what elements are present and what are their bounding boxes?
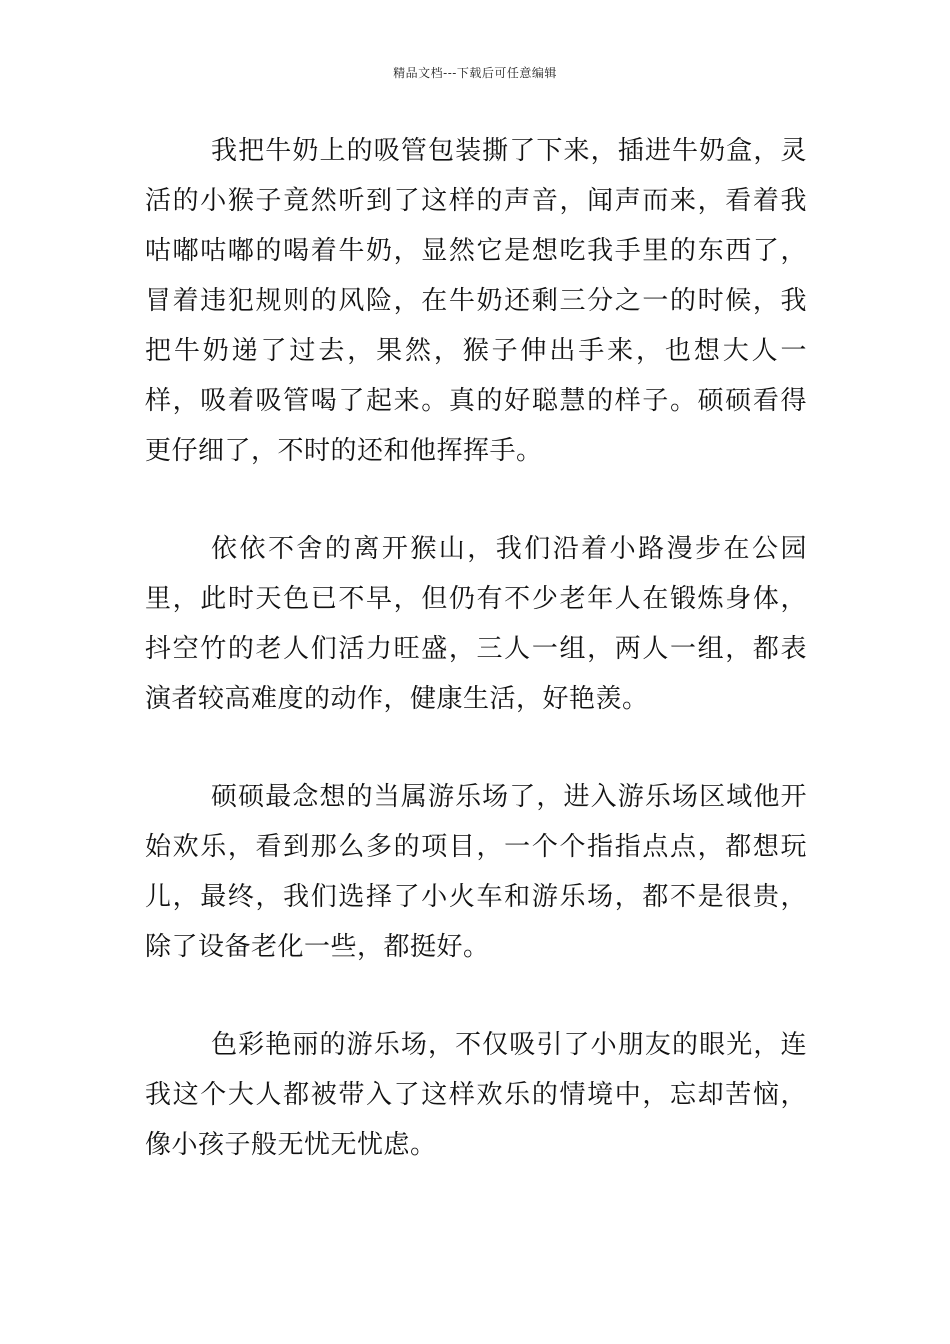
paragraph: 我把牛奶上的吸管包装撕了下来，插进牛奶盒，灵活的小猴子竟然听到了这样的声音，闻声而来，看着我咕嘟咕嘟的喝着牛奶，显然它是想吃我手里的东西了，冒着违犯规则的风险，在牛奶还剩三分之一的时候，我把牛奶递了过去，果然，猴子伸出手来，也想大人一样，吸着吸管喝了起来。真的好聪慧的样子。硕硕看得更仔细了，不时的还和他挥挥手。	[145, 136, 807, 466]
paragraph: 依依不舍的离开猴山，我们沿着小路漫步在公园里，此时天色已不早，但仍有不少老年人在锻炼身体，抖空竹的老人们活力旺盛，三人一组，两人一组，都表演者较高难度的动作，健康生活，好艳羡。	[145, 534, 807, 714]
paragraph: 色彩艳丽的游乐场，不仅吸引了小朋友的眼光，连我这个大人都被带入了这样欢乐的情境中，忘却苦恼，像小孩子般无忧无忧虑。	[145, 1030, 807, 1160]
paragraph: 硕硕最念想的当属游乐场了，进入游乐场区域他开始欢乐，看到那么多的项目，一个个指指点点，都想玩儿，最终，我们选择了小火车和游乐场，都不是很贵，除了设备老化一些，都挺好。	[145, 782, 807, 962]
page-header: 精品文档---下载后可任意编辑	[393, 66, 557, 80]
document-body	[145, 126, 807, 1170]
